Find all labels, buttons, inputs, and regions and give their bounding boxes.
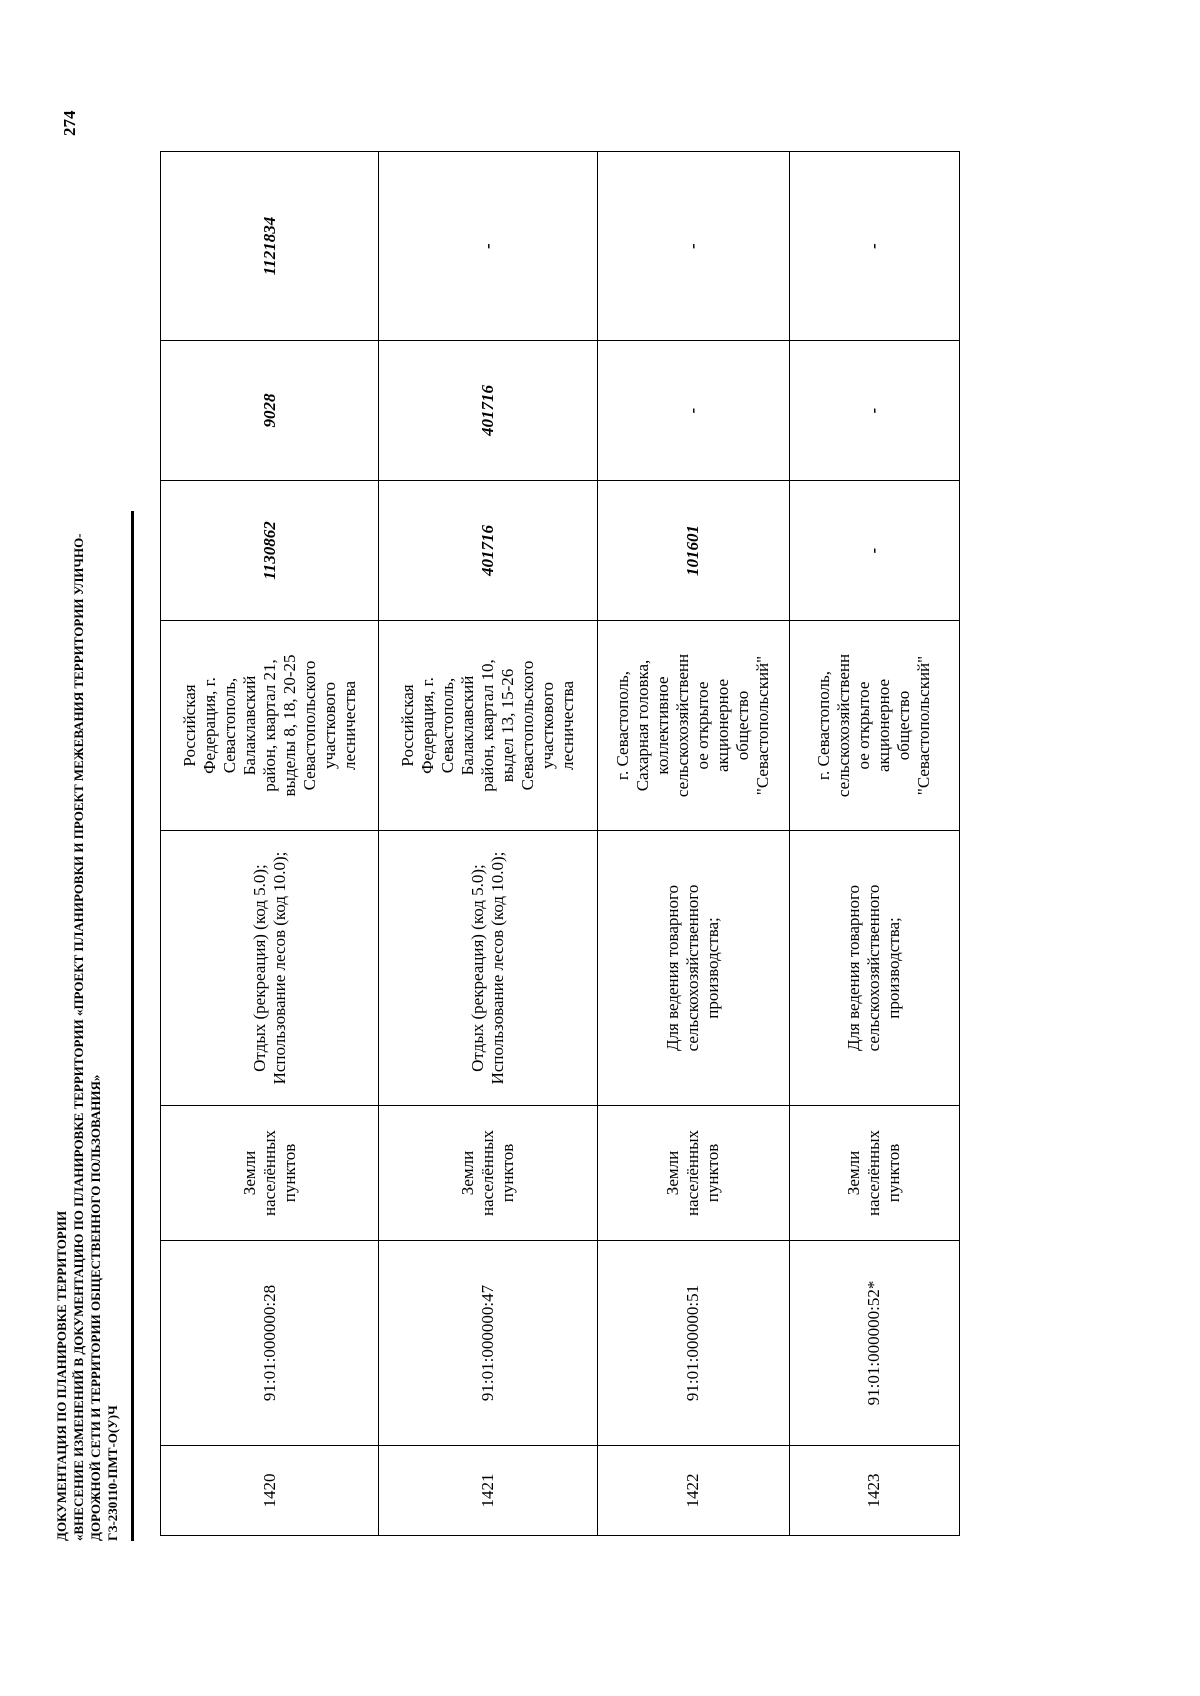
- value-1: 101601: [597, 481, 789, 621]
- land-plots-table: [160, 151, 960, 1536]
- value-3: -: [597, 152, 789, 341]
- land-category: Земли населённых пунктов: [161, 1106, 379, 1241]
- value-2: 9028: [161, 341, 379, 481]
- cadastral-number: 91:01:000000:47: [379, 1241, 597, 1446]
- land-category: Земли населённых пунктов: [597, 1106, 789, 1241]
- header-line: ДОКУМЕНТАЦИЯ ПО ПЛАНИРОВКЕ ТЕРРИТОРИИ: [54, 1210, 69, 1541]
- cadastral-number: 91:01:000000:52*: [789, 1241, 959, 1446]
- value-3: 1121834: [161, 152, 379, 341]
- header-divider: [131, 511, 134, 1541]
- value-2: 401716: [379, 341, 597, 481]
- permitted-use: Отдых (рекреация) (код 5.0); Использование лесов (код 10.0);: [379, 831, 597, 1106]
- value-2: -: [789, 341, 959, 481]
- header-line: ДОРОЖНОЙ СЕТИ И ТЕРРИТОРИИ ОБЩЕСТВЕННОГО ПОЛЬЗОВАНИЯ»: [88, 1074, 103, 1541]
- value-2: -: [597, 341, 789, 481]
- value-1: 1130862: [161, 481, 379, 621]
- value-1: -: [789, 481, 959, 621]
- header-line: ГЗ-230110-ПМТ-О(У)Ч: [105, 1405, 120, 1541]
- value-3: -: [379, 152, 597, 341]
- permitted-use: Для ведения товарного сельскохозяйственного производства;: [597, 831, 789, 1106]
- table-row: [161, 152, 379, 1536]
- permitted-use: Для ведения товарного сельскохозяйственного производства;: [789, 831, 959, 1106]
- cadastral-number: 91:01:000000:51: [597, 1241, 789, 1446]
- page-number: 274: [60, 110, 79, 136]
- permitted-use: Отдых (рекреация) (код 5.0); Использование лесов (код 10.0);: [161, 831, 379, 1106]
- address: Российская Федерация, г. Севастополь, Балаклавский район, квартал 21, выделы 8, 18, 20-25 Севастопольского участкового лесничества: [161, 621, 379, 831]
- address: Российская Федерация, г. Севастополь, Балаклавский район, квартал 10, выдел 13, 15-26 Севастопольского участкового лесничества: [379, 621, 597, 831]
- value-3: -: [789, 152, 959, 341]
- table-row: [379, 152, 597, 1536]
- row-number: 1421: [379, 1446, 597, 1536]
- address: г. Севастополь, Сахарная головка, коллективное сельскохозяйственн ое открытое акционерное общество "Севастопольский": [597, 621, 789, 831]
- value-1: 401716: [379, 481, 597, 621]
- row-number: 1420: [161, 1446, 379, 1536]
- land-category: Земли населённых пунктов: [379, 1106, 597, 1241]
- row-number: 1423: [789, 1446, 959, 1536]
- header-line: «ВНЕСЕНИЕ ИЗМЕНЕНИЙ В ДОКУМЕНТАЦИЮ ПО ПЛАНИРОВКЕ ТЕРРИТОРИИ «ПРОЕКТ ПЛАНИРОВКИ И ПРОЕКТ МЕЖЕВАНИЯ ТЕРРИТОРИИ УЛИЧНО-: [71, 533, 86, 1541]
- document-header: [53, 141, 121, 1541]
- table-row: [597, 152, 789, 1536]
- address: г. Севастополь, сельскохозяйственн ое открытое акционерное общество "Севастопольский": [789, 621, 959, 831]
- cadastral-number: 91:01:000000:28: [161, 1241, 379, 1446]
- row-number: 1422: [597, 1446, 789, 1536]
- table-row: [789, 152, 959, 1536]
- land-category: Земли населённых пунктов: [789, 1106, 959, 1241]
